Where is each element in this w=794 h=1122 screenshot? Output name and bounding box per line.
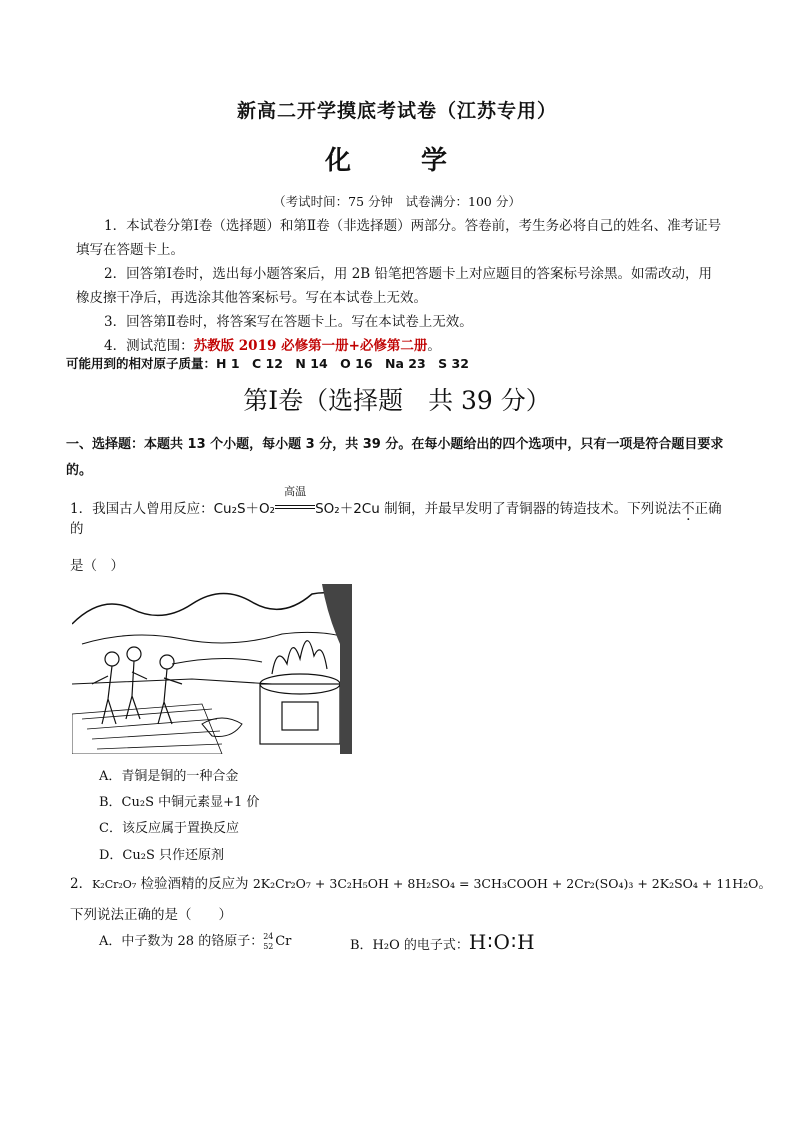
q2-reagent: K₂Cr₂O₇: [92, 878, 137, 891]
q1-reactants: Cu₂S＋O₂: [213, 501, 276, 517]
atomic-number: 52: [263, 941, 274, 951]
q2-equation: 2K₂Cr₂O₇ + 3C₂H₅OH + 8H₂SO₄ = 3CH₃COOH + 2Cr₂(SO₄)₃ + 2K₂SO₄ + 11H₂O: [252, 876, 759, 891]
subject-title: 化 学: [324, 146, 469, 176]
q1-line2: 是（ ）: [70, 558, 124, 574]
q2-option-a-text: A．中子数为 28 的铬原子：: [99, 934, 264, 949]
isotope-notation: [263, 932, 275, 952]
q2-line2: 下列说法正确的是（ ）: [70, 907, 232, 923]
equals-sign: [275, 505, 315, 509]
q1-lead: 1．我国古人曾用反应：: [70, 501, 214, 517]
q1-option-b: B．Cu₂S 中铜元素显+1 价: [99, 795, 260, 810]
scope-highlight: 苏教版 2019 必修第一册+必修第二册: [193, 338, 428, 354]
section-intro: 一、选择题：本题共 13 个小题，每小题 3 分，共 39 分。在每小题给出的四个选项中，只有一项是符合题目要求的。: [66, 437, 724, 478]
atomic-masses: 可能用到的相对原子质量：H 1 C 12 N 14 O 16 Na 23 S 32: [66, 356, 469, 371]
q1-tail2: 正确的: [70, 501, 722, 537]
q2-text: 检验酒精的反应为: [136, 876, 253, 892]
question-1: [70, 485, 730, 537]
instruction-1: 1．本试卷分第Ⅰ卷（选择题）和第Ⅱ卷（非选择题）两部分。答卷前，考生务必将自己的姓名、准考证号填写在答题卡上。: [76, 218, 722, 258]
emphasis-word: 不: [681, 501, 695, 517]
q1-tail: 制铜，并最早发明了青铜器的铸造技术。下列说法: [379, 501, 682, 517]
element-symbol: Cr: [275, 934, 292, 949]
mass-number: 24: [263, 931, 274, 941]
q2-option-b: [350, 930, 536, 954]
q1-option-a: A．青铜是铜的一种合金: [99, 769, 239, 784]
question-2: [70, 872, 772, 892]
q2-option-b-text: B．H₂O 的电子式：: [350, 938, 469, 953]
q1-option-c: C．该反应属于置换反应: [99, 821, 239, 836]
exam-title: 新高二开学摸底考试卷（江苏专用）: [236, 100, 557, 122]
reaction-condition: [275, 485, 315, 513]
q1-option-d: D．Cu₂S 只作还原剂: [99, 848, 224, 863]
scope-prefix: 4．测试范围：: [104, 338, 194, 354]
condition-label: 高温: [284, 485, 307, 498]
lewis-structure: H∶O∶H: [468, 930, 536, 954]
q1-products: SO₂＋2Cu: [315, 501, 380, 517]
q2-end: 。: [758, 876, 772, 892]
q2-lead: 2．: [70, 876, 93, 892]
scope-suffix: 。: [427, 338, 441, 354]
instruction-3: 3．回答第Ⅱ卷时，将答案写在答题卡上。写在本试卷上无效。: [104, 314, 473, 330]
q2-option-a: [99, 930, 291, 952]
section-heading: 第Ⅰ卷（选择题 共 39 分）: [243, 386, 551, 415]
instruction-2: 2．回答第Ⅰ卷时，选出每小题答案后，用 2B 铅笔把答题卡上对应题目的答案标号涂黑。如需改动，用橡皮擦干净后，再选涂其他答案标号。写在本试卷上无效。: [76, 266, 713, 306]
exam-meta: （考试时间：75 分钟 试卷满分：100 分）: [273, 194, 521, 209]
ancient-smelting-illustration: [72, 584, 352, 754]
